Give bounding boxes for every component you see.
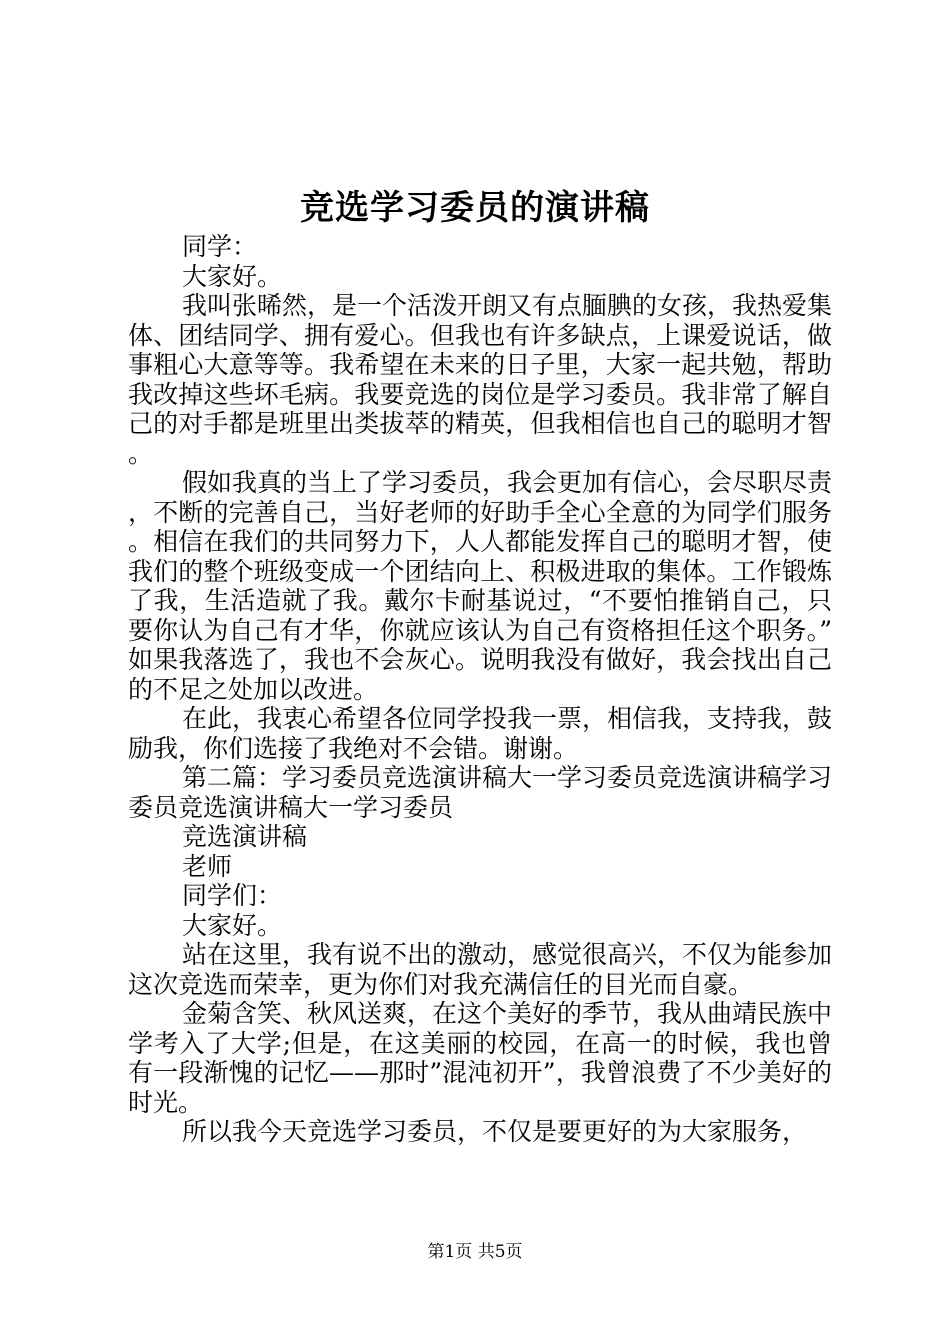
greeting-line-2: 同学们： — [182, 881, 283, 910]
paragraph-reason: 所以我今天竞选学习委员，不仅是要更好的为大家服务， — [182, 1117, 808, 1146]
greeting-line: 同学： — [182, 232, 258, 261]
paragraph-self-intro: 我叫张晞然，是一个活泼开朗又有点腼腆的女孩，我热爱集体、团结同学、拥有爱心。但我也有许多缺点，上课爱说话，做事粗心大意等等。我希望在未来的日子里，大家一起共勉，帮助我改掉这些坏毛病。我要竞选的岗位是学习委员。我非常了解自己的对手都是班里出类拔萃的精英，但我相信也自己的聪明才智。 — [128, 291, 833, 468]
document-title: 竞选学习委员的演讲稿 — [300, 188, 650, 228]
speech-title-line: 竞选演讲稿 — [182, 822, 308, 851]
teacher-line: 老师 — [182, 851, 233, 881]
paragraph-excitement: 站在这里，我有说不出的激动，感觉很高兴，不仅为能参加这次竞选而荣幸，更为你们对我充满信任的目光而自豪。 — [128, 940, 833, 999]
paragraph-closing: 在此，我衷心希望各位同学投我一票，相信我，支持我，鼓励我，你们选接了我绝对不会错。谢谢。 — [128, 704, 833, 763]
document-body — [128, 232, 832, 1147]
page-number-footer: 第1页 共5页 — [427, 1242, 523, 1262]
paragraph-second-article-heading: 第二篇：学习委员竞选演讲稿大一学习委员竞选演讲稿学习委员竞选演讲稿大一学习委员 — [128, 763, 833, 822]
hello-line: 大家好。 — [182, 261, 283, 291]
paragraph-autumn: 金菊含笑、秋风送爽，在这个美好的季节，我从曲靖民族中学考入了大学;但是，在这美丽的校园，在高一的时候，我也曾有一段渐愧的记忆——那时”混沌初开”，我曾浪费了不少美好的时光。 — [128, 999, 833, 1117]
paragraph-commitment: 假如我真的当上了学习委员，我会更加有信心，会尽职尽责，不断的完善自己，当好老师的好助手全心全意的为同学们服务。相信在我们的共同努力下，人人都能发挥自己的聪明才智，使我们的整个班级变成一个团结向上、积极进取的集体。工作锻炼了我，生活造就了我。戴尔卡耐基说过，“不要怕推销自己，只要你认为自己有才华，你就应该认为自己有资格担任这个职务。”如果我落选了，我也不会灰心。说明我没有做好，我会找出自己的不足之处加以改进。 — [128, 468, 833, 704]
hello-line-2: 大家好。 — [182, 910, 283, 940]
